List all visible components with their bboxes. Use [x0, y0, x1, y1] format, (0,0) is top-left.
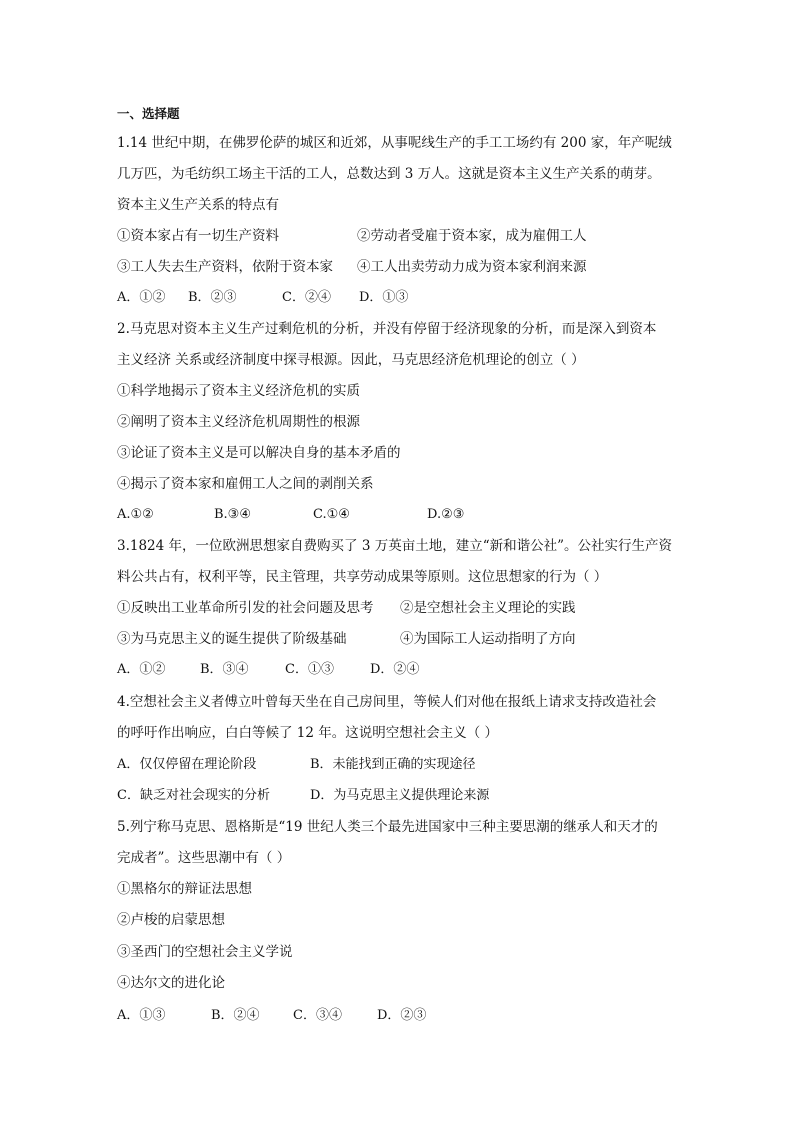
q5-stem-line-2: 完成者”。这些思潮中有（ ）	[117, 850, 291, 866]
q5-option-a: A．①③	[117, 1008, 166, 1023]
q5-statement-2: ②卢梭的启蒙思想	[117, 912, 225, 928]
q1-option-c: C．②④	[282, 290, 331, 305]
q3-option-d: D．②④	[370, 662, 420, 677]
q3-option-b: B．③④	[200, 662, 249, 677]
q5-option-c: C．③④	[293, 1008, 342, 1023]
section-title: 一、选择题	[117, 106, 180, 121]
q4-option-d: D．为马克思主义提供理论来源	[310, 788, 490, 803]
q3-stem-line-2: 料公共占有，权利平等，民主管理，共享劳动成果等原则。这位思想家的行为（ ）	[117, 569, 608, 585]
q3-option-a: A．①②	[117, 662, 166, 677]
q1-statement-3: ③工人失去生产资料，依附于资本家	[117, 259, 333, 275]
q4-option-c: C．缺乏对社会现实的分析	[117, 788, 270, 803]
q1-option-d: D．①③	[359, 290, 409, 305]
q2-option-c: C.①④	[313, 507, 350, 522]
q1-statement-1: ①资本家占有一切生产资料	[117, 228, 279, 244]
q2-stem-line-2: 主义经济 关系或经济制度中探寻根源。因此，马克思经济危机理论的创立（ ）	[117, 352, 585, 368]
q5-statement-4: ④达尔文的进化论	[117, 975, 225, 991]
q1-statement-2: ②劳动者受雇于资本家，成为雇佣工人	[357, 228, 587, 244]
q2-option-d: D.②③	[427, 507, 465, 522]
q2-option-b: B.③④	[214, 507, 251, 522]
q1-stem-line-1: 1.14 世纪中期，在佛罗伦萨的城区和近郊，从事呢线生产的手工工场约有 200 家，年产呢绒	[117, 135, 672, 151]
q4-option-a: A．仅仅停留在理论阶段	[117, 757, 257, 772]
q5-option-b: B．②④	[211, 1008, 260, 1023]
q3-statement-2: ②是空想社会主义理论的实践	[400, 600, 576, 616]
q3-statement-4: ④为国际工人运动指明了方向	[400, 631, 576, 647]
q2-statement-1: ①科学地揭示了资本主义经济危机的实质	[117, 383, 360, 399]
q4-stem-line-2: 的呼吁作出响应，白白等候了 12 年。这说明空想社会主义（ ）	[117, 725, 499, 741]
q2-option-a: A.①②	[117, 507, 154, 522]
q2-statement-3: ③论证了资本主义是可以解决自身的基本矛盾的	[117, 445, 401, 461]
q1-option-a: A．①②	[117, 290, 166, 305]
q4-option-b: B．未能找到正确的实现途径	[310, 757, 476, 772]
q1-option-b: B．②③	[188, 290, 237, 305]
q4-stem-line-1: 4.空想社会主义者傅立叶曾每天坐在自己房间里，等候人们对他在报纸上请求支持改造社会	[117, 694, 657, 710]
q1-stem-line-2: 几万匹，为毛纺织工场主干活的工人，总数达到 3 万人。这就是资本主义生产关系的萌芽。	[117, 166, 661, 182]
q5-option-d: D．②③	[377, 1008, 427, 1023]
q3-option-c: C．①③	[285, 662, 334, 677]
q2-stem-line-1: 2.马克思对资本主义生产过剩危机的分析，并没有停留于经济现象的分析，而是深入到资本	[117, 321, 657, 337]
q3-statement-1: ①反映出工业革命所引发的社会问题及思考	[117, 600, 374, 616]
q1-statement-4: ④工人出卖劳动力成为资本家利润来源	[357, 259, 587, 275]
q2-statement-2: ②阐明了资本主义经济危机周期性的根源	[117, 414, 360, 430]
q3-statement-3: ③为马克思主义的诞生提供了阶级基础	[117, 631, 347, 647]
q5-statement-1: ①黑格尔的辩证法思想	[117, 881, 252, 897]
q2-statement-4: ④揭示了资本家和雇佣工人之间的剥削关系	[117, 476, 374, 492]
q3-stem-line-1: 3.1824 年，一位欧洲思想家自费购买了 3 万英亩土地，建立“新和谐公社”。公社实行生产资	[117, 538, 673, 554]
q5-statement-3: ③圣西门的空想社会主义学说	[117, 944, 293, 960]
q5-stem-line-1: 5.列宁称马克思、恩格斯是“19 世纪人类三个最先进国家中三种主要思潮的继承人和天才的	[117, 819, 658, 835]
q1-stem-line-3: 资本主义生产关系的特点有	[117, 197, 279, 213]
